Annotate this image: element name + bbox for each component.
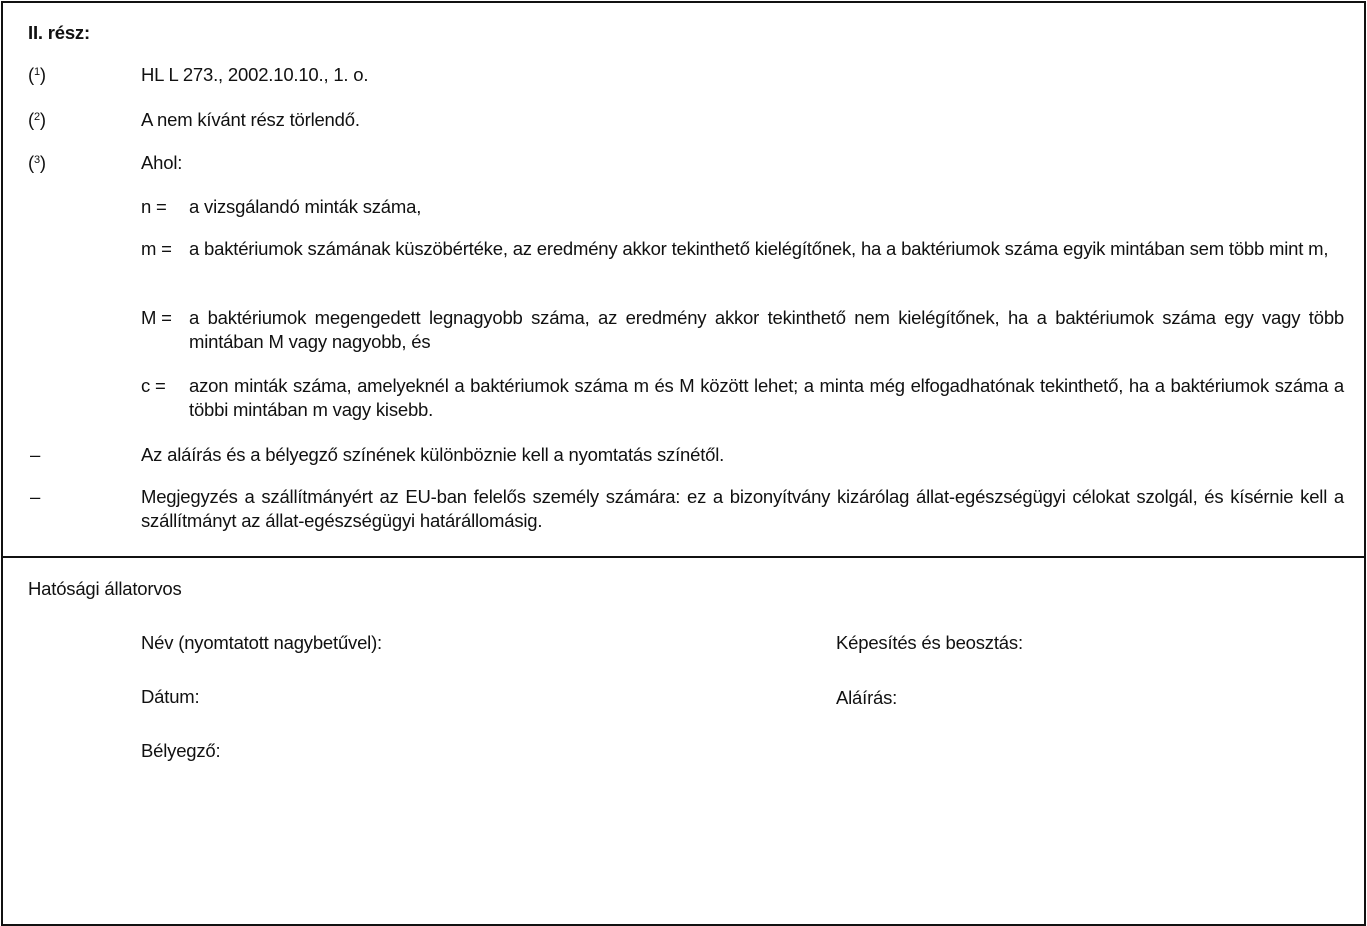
definition-term: M = (141, 307, 172, 328)
date-label: Dátum: (141, 686, 200, 707)
section-divider (1, 556, 1366, 558)
definition-term: m = (141, 238, 172, 259)
footnote-marker: ($^2$) (28, 109, 46, 130)
footnote-marker: ($^1$) (28, 64, 46, 85)
definition-text: azon minták száma, amelyeknél a baktériumok száma m és M között lehet; a minta még elfogadhatónak tekinthető, ha a baktériumok száma a többi mintában m vagy kisebb. (189, 375, 1344, 420)
official-vet-heading: Hatósági állatorvos (28, 578, 182, 599)
stamp-label: Bélyegző: (141, 740, 221, 761)
bullet-text: Az aláírás és a bélyegző színének különböznie kell a nyomtatás színétől. (141, 444, 725, 465)
footnote-marker: ($^3$) (28, 152, 46, 173)
footnote-text: A nem kívánt rész törlendő. (141, 109, 360, 130)
qualification-label: Képesítés és beosztás: (836, 632, 1023, 653)
definition-term: c = (141, 375, 166, 396)
name-label: Név (nyomtatott nagybetűvel): (141, 632, 382, 653)
definition-text: a baktériumok megengedett legnagyobb száma, az eredmény akkor tekinthető nem kielégítőnek, ha a baktériumok száma egy vagy több mintában M vagy nagyobb, és (189, 307, 1344, 352)
definition-text: a vizsgálandó minták száma, (189, 196, 422, 217)
footnote-text: Ahol: (141, 152, 183, 173)
part-title: II. rész: (28, 22, 90, 43)
dash-marker: – (30, 444, 41, 465)
dash-marker: – (30, 486, 41, 507)
definition-text: a baktériumok számának küszöbértéke, az eredmény akkor tekinthető kielégítőnek, ha a baktériumok száma egyik mintában sem több mint m, (189, 238, 1329, 259)
signature-label: Aláírás: (836, 687, 898, 708)
footnote-text: HL L 273., 2002.10.10., 1. o. (141, 64, 369, 85)
definition-term: n = (141, 196, 167, 217)
bullet-text: Megjegyzés a szállítmányért az EU-ban felelős személy számára: ez a bizonyítvány kizárólag állat-egészségügyi célokat szolgál, és kísérnie kell a szállítmányt az állat-egészségügyi határállomásig. (141, 486, 1344, 531)
